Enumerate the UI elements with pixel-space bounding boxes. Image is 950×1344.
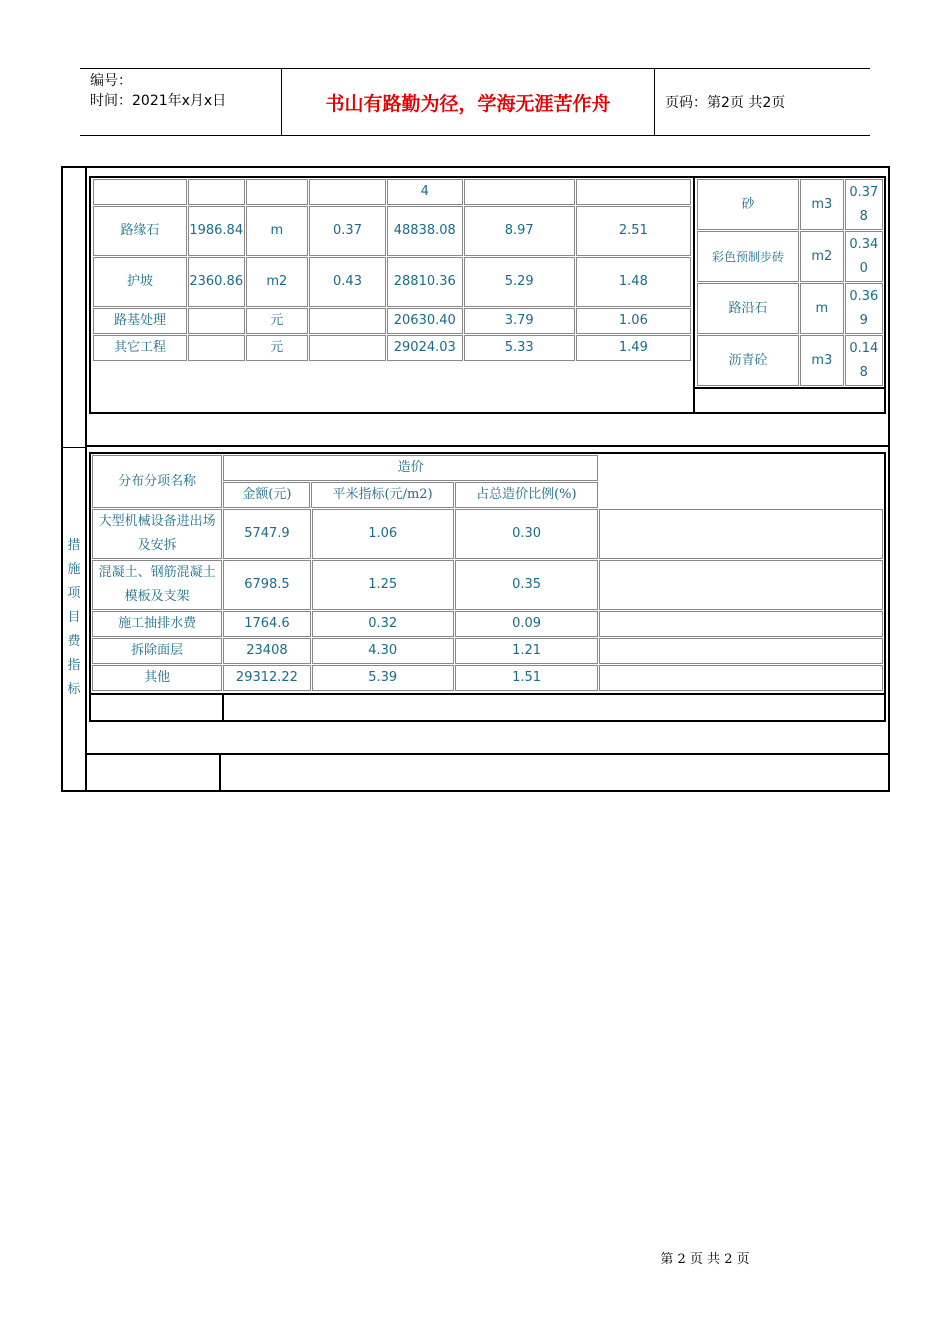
left-column-divider [85,168,87,790]
material-value: 0.369 [845,283,883,334]
item-name: 护坡 [93,257,187,307]
measure-name: 施工抽排水费 [92,611,222,637]
measure-amount: 29312.22 [223,665,310,691]
cell [309,308,386,334]
measures-table [91,508,884,692]
cell: 48838.08 [387,206,463,256]
measure-ratio: 0.30 [455,509,598,559]
empty-cell [599,560,883,610]
table-row [697,179,883,230]
section2-cell-split [222,695,224,720]
empty-cell [599,509,883,559]
measure-name: 大型机械设备进出场及安拆 [92,509,222,559]
materials-table [696,178,884,387]
material-unit: m3 [800,179,843,230]
empty-cell [599,611,883,637]
measure-name: 其他 [92,665,222,691]
item-name: 路缘石 [93,206,187,256]
header-ratio: 占总造价比例(%) [455,482,598,508]
section1-split [693,178,695,412]
table-row [697,231,883,282]
measure-sqm: 1.06 [312,509,454,559]
quantity: 1986.84 [188,206,245,256]
empty-cell [599,638,883,664]
material-name: 路沿石 [697,283,799,334]
unit: 元 [246,308,309,334]
measure-ratio: 0.35 [455,560,598,610]
table-row [93,179,691,205]
table-row [93,335,691,361]
cell [576,179,691,205]
table-row [92,638,883,664]
table-row [92,665,883,691]
page-header [80,68,870,136]
header-amount: 金额(元) [223,482,310,508]
empty-cell [599,665,883,691]
cell: 20630.40 [387,308,463,334]
unit: 元 [246,335,309,361]
quantity [188,335,245,361]
cell [246,179,309,205]
unit: m2 [246,257,309,307]
cell: 5.29 [464,257,575,307]
page-footer: 第 2 页 共 2 页 [660,1252,750,1267]
measures-header-table [91,454,599,509]
table-row [93,308,691,334]
measure-sqm: 4.30 [312,638,454,664]
cell: 1.49 [576,335,691,361]
cell: 28810.36 [387,257,463,307]
measure-sqm: 1.25 [312,560,454,610]
section-divider-left [63,447,85,448]
header-sqm: 平米指标(元/m2) [311,482,453,508]
measure-amount: 23408 [223,638,310,664]
cell: 29024.03 [387,335,463,361]
material-value: 0.378 [845,179,883,230]
table-row [697,283,883,334]
cell [93,179,187,205]
table-row [92,560,883,610]
item-name: 路基处理 [93,308,187,334]
material-unit: m2 [800,231,843,282]
cell [309,179,386,205]
cell: 5.33 [464,335,575,361]
cell: 1.48 [576,257,691,307]
measure-amount: 6798.5 [223,560,310,610]
measure-ratio: 0.09 [455,611,598,637]
material-name: 砂 [697,179,799,230]
measure-ratio: 1.21 [455,638,598,664]
header-info [80,69,282,135]
table-row [93,257,691,307]
unit: m [246,206,309,256]
header-motto: 书山有路勤为径，学海无涯苦作舟 [282,69,655,135]
time-label: 时间：2021年x月x日 [90,93,227,109]
cell: 2.51 [576,206,691,256]
measure-amount: 1764.6 [223,611,310,637]
item-name: 其它工程 [93,335,187,361]
measure-amount: 5747.9 [223,509,310,559]
measure-name: 拆除面层 [92,638,222,664]
bottom-cell-divider [219,755,221,790]
bottom-divider [87,753,888,755]
header-cost: 造价 [223,455,598,481]
material-name: 沥青砼 [697,335,799,386]
material-unit: m [800,283,843,334]
cell [464,179,575,205]
cost-table [92,178,692,362]
header-page-label: 页码：第2页 共2页 [665,95,786,111]
cell [309,335,386,361]
cell: 4 [387,179,463,205]
table-row [93,206,691,256]
measure-name: 混凝土、钢筋混凝土模板及支架 [92,560,222,610]
table-row [92,611,883,637]
measure-sqm: 0.32 [312,611,454,637]
table-row [697,335,883,386]
measure-ratio: 1.51 [455,665,598,691]
cell: 3.79 [464,308,575,334]
table-row [92,509,883,559]
material-value: 0.340 [845,231,883,282]
cell [188,179,245,205]
quantity [188,308,245,334]
cell: 0.37 [309,206,386,256]
cell: 0.43 [309,257,386,307]
materials-bottom-line [695,387,884,389]
measure-sqm: 5.39 [312,665,454,691]
header-name: 分布分项名称 [92,455,222,508]
material-unit: m3 [800,335,843,386]
measures-side-label: 措施项目费指标 [67,538,81,697]
section2-row-line [91,693,884,695]
cell: 1.06 [576,308,691,334]
table-row [92,455,598,481]
material-value: 0.148 [845,335,883,386]
material-name: 彩色预制步砖 [697,231,799,282]
number-label: 编号： [90,73,132,89]
section-divider [87,445,888,447]
quantity: 2360.86 [188,257,245,307]
cell: 8.97 [464,206,575,256]
